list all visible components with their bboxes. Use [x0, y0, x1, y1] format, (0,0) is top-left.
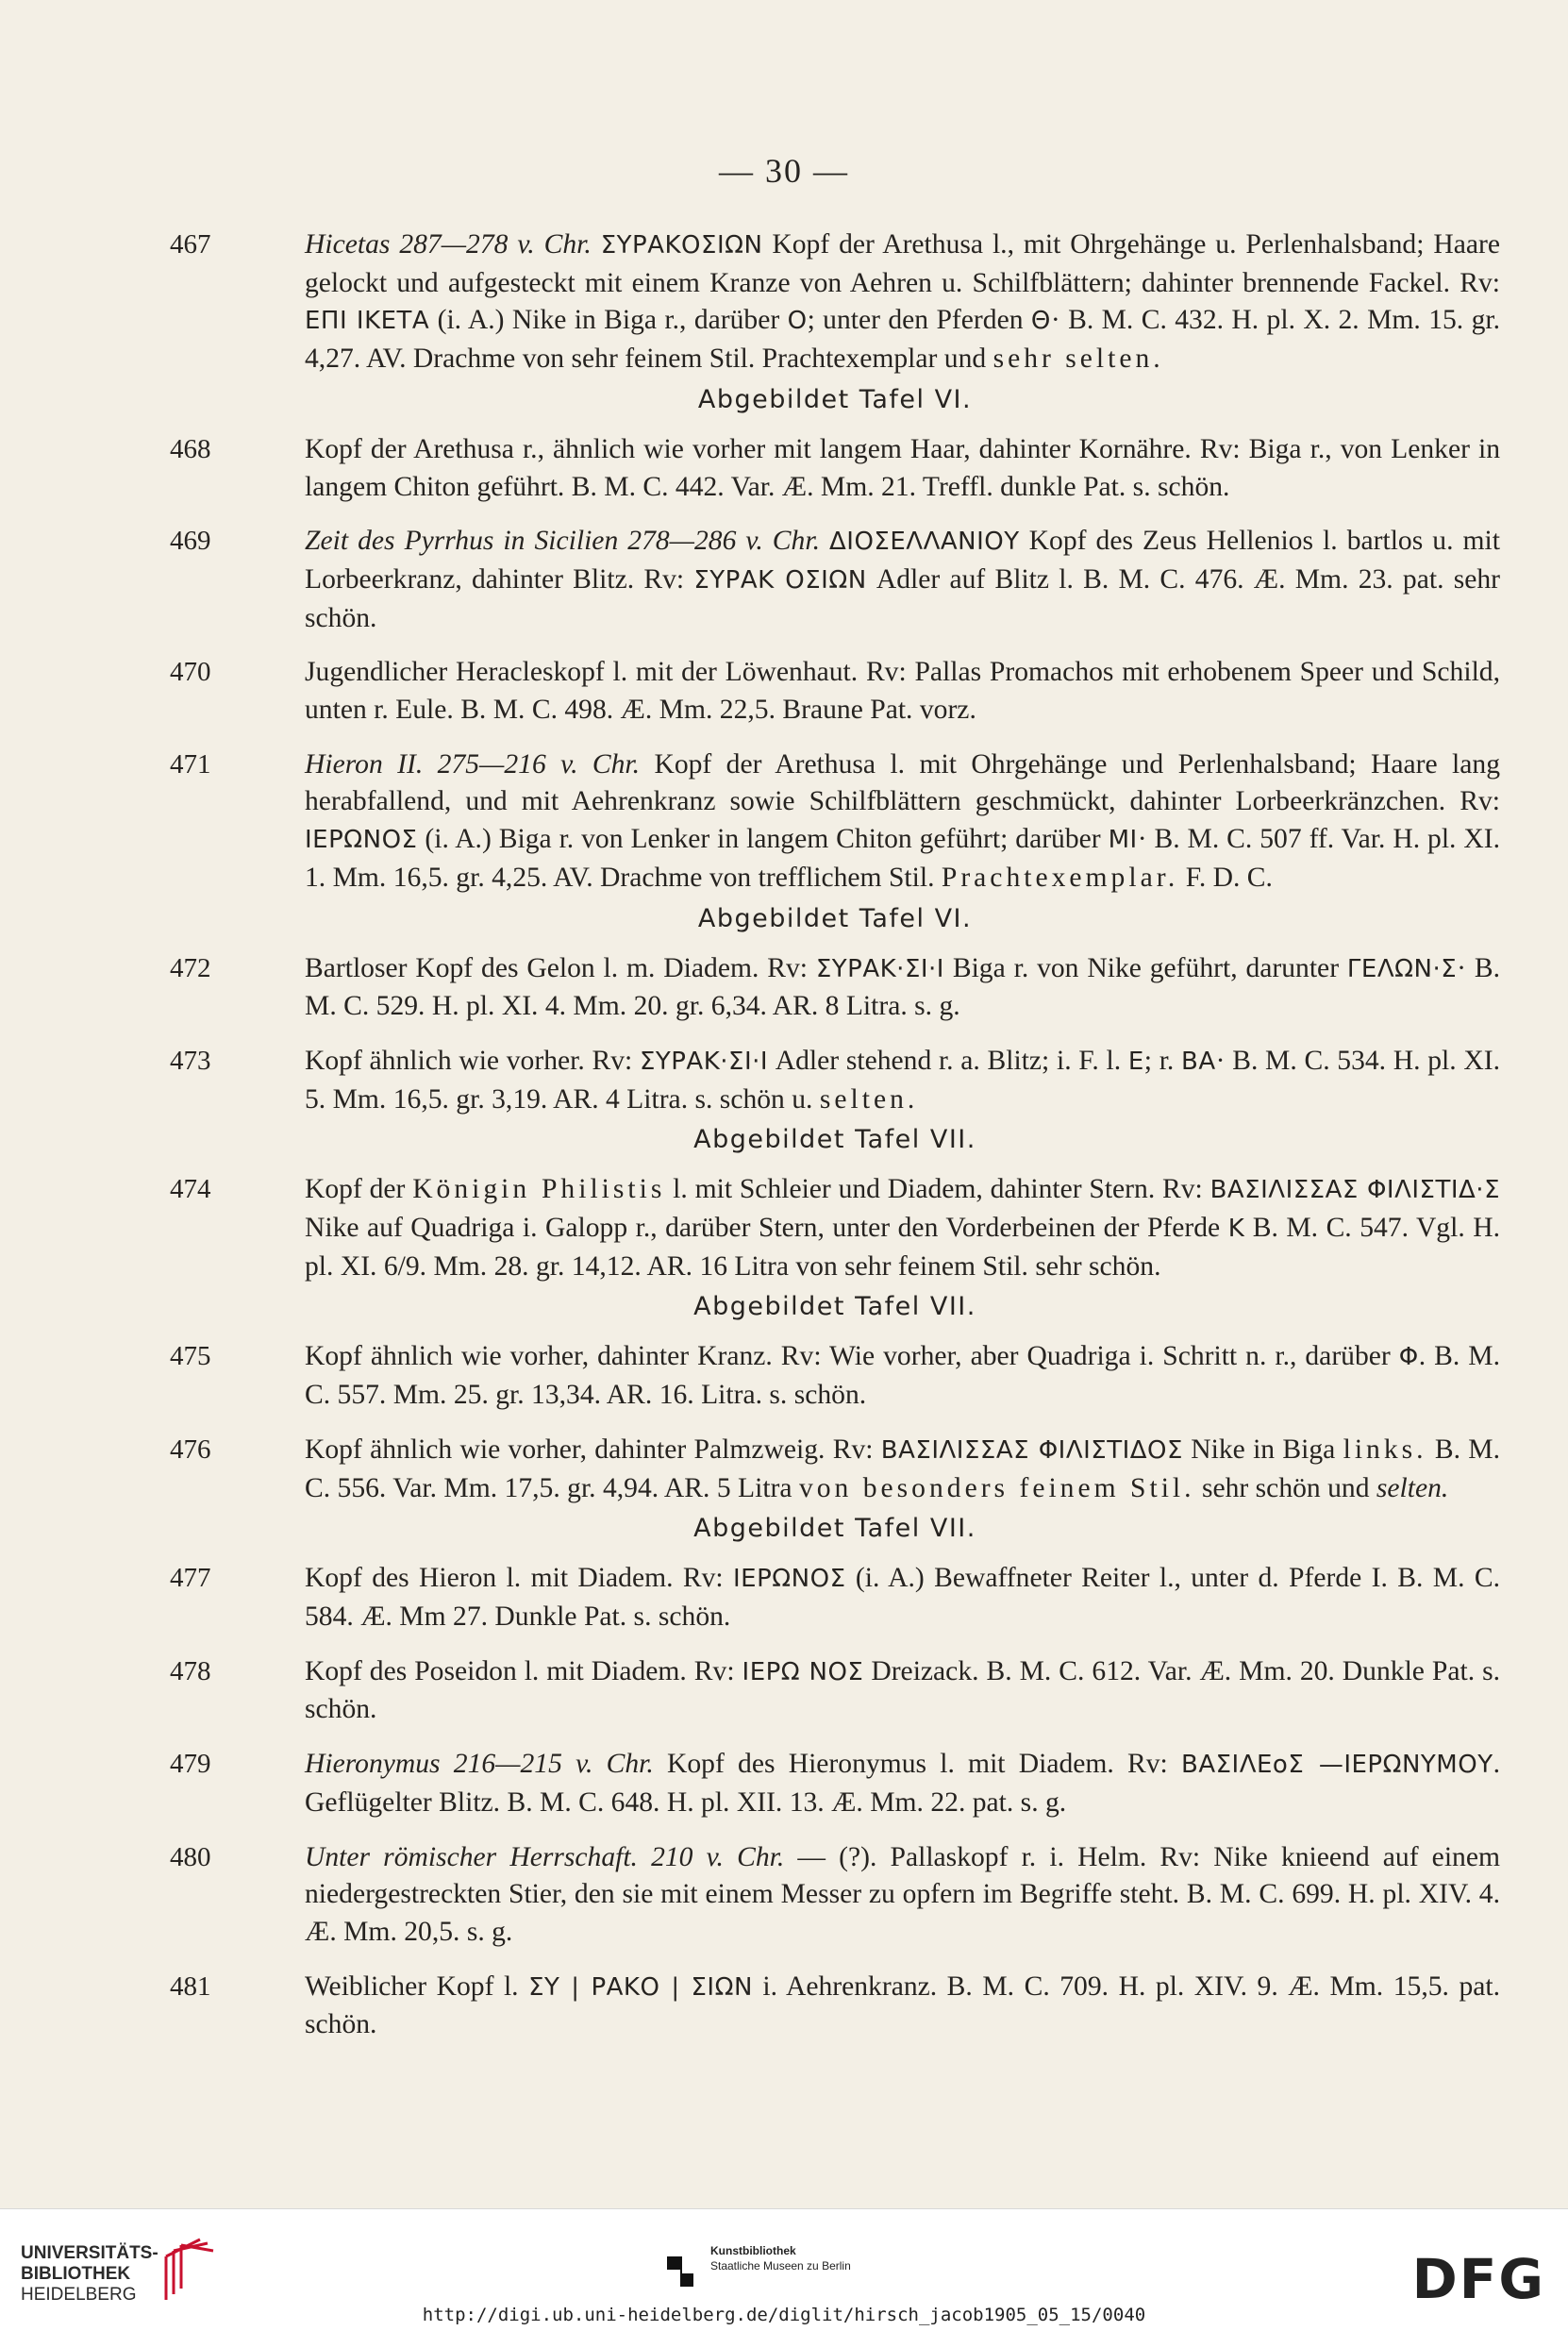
entry-segment	[592, 229, 601, 260]
catalogue-entry	[170, 431, 1500, 506]
entry-segment: Weiblicher Kopf l.	[305, 1970, 529, 2002]
catalogue-entry	[170, 226, 1500, 378]
entry-segment: Kopf der	[305, 1174, 413, 1205]
entry-gap	[170, 1826, 1500, 1839]
greek-legend: K	[1227, 1215, 1245, 1244]
entry-text	[305, 1432, 1500, 1507]
greek-legend: ΣΥΡΑΚ ΟΣΙΩΝ	[693, 565, 867, 595]
entry-segment: Prachtexemplar.	[941, 862, 1179, 893]
entry-segment: links.	[1343, 1434, 1427, 1465]
entry-segment: Kopf der Arethusa r., ähnlich wie vorher mit langem Haar, dahinter Kornähre. Rv: Biga r., von Lenker in langem Chiton geführt. B. M. C. 442. Var. Æ. Mm. 21. Treffl. dunkle Pat. s. schön.	[305, 433, 1500, 502]
entry-gap	[170, 2048, 1500, 2061]
entry-segment: Kopf ähnlich wie vorher, dahinter Kranz. Rv: Wie vorher, aber Quadriga i. Schritt n. r., darüber	[305, 1341, 1399, 1372]
entry-number: 477	[170, 1563, 211, 1594]
entry-segment: Kopf des Hieronymus l. mit Diadem. Rv:	[653, 1749, 1181, 1780]
entry-segment: Nike in Biga	[1182, 1434, 1343, 1465]
entry-segment: Königin Philistis	[412, 1174, 666, 1205]
entry-segment: Kopf der Arethusa l. mit Ohrgehänge und Perlenhalsband; Haare lang herabfallend, und mit Aehrenkranz sowie Schilfblättern geschmückt, dahinter Lorbeerkränzchen. Rv:	[305, 748, 1500, 817]
greek-legend: ΜΙ	[1108, 826, 1138, 855]
entry-segment: Dreizack. B. M. C. 612. Var. Æ. Mm. 20. Dunkle Pat. s. schön.	[305, 1655, 1500, 1725]
entry-segment: . Geflügelter Blitz. B. M. C. 648. H. pl. XII. 13. Æ. Mm. 22. pat. s. g.	[305, 1749, 1500, 1818]
entry-segment: sehr schön und	[1194, 1472, 1376, 1503]
entry-number: 480	[170, 1841, 211, 1872]
greek-legend: ΒΑΣΙΛΙΣΣΑΣ ΦΙΛΙΣΤΙΔ·Σ	[1209, 1176, 1500, 1205]
greek-legend: E	[1127, 1047, 1144, 1076]
catalogue-entry	[170, 1560, 1500, 1635]
entry-segment: · B. M. C. 529. H. pl. XI. 4. Mm. 20. gr. 6,34. AR. 8 Litra. s. g.	[305, 952, 1500, 1022]
greek-legend: ΒΑΣΙΛΕοΣ —ΙΕΡΩΝΥΜΟΥ	[1180, 1751, 1493, 1780]
greek-legend: ΙΕΡΩΝΟΣ	[305, 826, 418, 855]
greek-legend: ΣΥΡΑΚΟΣΙΩΝ	[600, 231, 763, 260]
kunstbibliothek-subtitle: Staatliche Museen zu Berlin	[710, 2259, 851, 2272]
entry-segment: · B. M. C. 432. H. pl. X. 2. Mm. 15. gr. 4,27. AV. Drachme von sehr feinem Stil. Prachtexemplar und	[305, 305, 1501, 375]
entry-text	[305, 654, 1500, 729]
entry-segment	[820, 526, 829, 556]
entry-text	[305, 1171, 1500, 1285]
entry-segment: (i. A.) Nike in Biga r., darüber	[429, 305, 788, 336]
entry-segment: Nike auf Quadriga i. Galopp r., darüber Stern, unter den Vorderbeinen der Pferde	[305, 1213, 1228, 1244]
greek-legend: ΣΥΡΑΚ·ΣΙ·Ι	[815, 954, 944, 983]
entry-number: 478	[170, 1655, 211, 1686]
entry-segment: B. M. C. 547. Vgl. H. pl. XI. 6/9. Mm. 28. gr. 14,12. AR. 16 Litra von sehr feinem Stil. sehr schön.	[305, 1213, 1500, 1282]
catalogue-entry	[170, 1432, 1500, 1507]
catalogue-entry	[170, 950, 1500, 1026]
entry-segment: Kopf ähnlich wie vorher. Rv:	[305, 1045, 640, 1076]
catalogue-entry	[170, 746, 1500, 897]
plate-reference: Abgebildet Tafel VII.	[693, 1514, 976, 1544]
italic-heading: Hieronymus 216—215 v. Chr.	[305, 1749, 654, 1780]
greek-legend: ΔΙΟΣΕΛΛΑΝΙΟΥ	[829, 528, 1020, 557]
catalogue-entry	[170, 523, 1500, 637]
entry-gap	[170, 641, 1500, 654]
entry-gap	[170, 733, 1500, 746]
catalogue-entry	[170, 1338, 1500, 1414]
catalogue-entry	[170, 1839, 1500, 1952]
entry-number: 475	[170, 1341, 211, 1372]
ub-heidelberg-logo[interactable]	[21, 2243, 158, 2306]
entry-segment: selten.	[819, 1083, 919, 1115]
permalink-url[interactable]: http://digi.ub.uni-heidelberg.de/diglit/hirsch_jacob1905_05_15/0040	[422, 2305, 1146, 2325]
entry-segment: (i. A.) Biga r. von Lenker in langem Chiton geführt; darüber	[417, 824, 1109, 855]
greek-legend: Φ	[1398, 1343, 1419, 1372]
entry-segment: l. mit Schleier und Diadem, dahinter Stern. Rv:	[665, 1174, 1210, 1205]
entry-number: 467	[170, 229, 211, 260]
italic-heading: Hieron II. 275—216 v. Chr.	[305, 748, 641, 780]
entry-number: 473	[170, 1045, 211, 1076]
entry-number: 469	[170, 526, 211, 557]
entry-segment: sehr selten.	[993, 344, 1164, 375]
entry-segment: F. D. C.	[1178, 862, 1273, 893]
entry-gap	[170, 1030, 1500, 1043]
entry-segment: . B. M. C. 557. Mm. 25. gr. 13,34. AR. 16. Litra. s. schön.	[305, 1341, 1500, 1411]
entry-text	[305, 1653, 1500, 1729]
greek-legend: ΙΕΡΩΝΟΣ	[733, 1565, 846, 1594]
entry-segment: B. M. C. 556. Var. Mm. 17,5. gr. 4,94. AR. 5 Litra	[305, 1434, 1500, 1503]
plate-reference: Abgebildet Tafel VI.	[697, 903, 973, 933]
greek-legend: ΕΠΙ ΙΚΕΤΑ	[305, 307, 430, 336]
greek-legend: ΣΥΡΑΚ·ΣΙ·Ι	[639, 1047, 769, 1076]
catalogue-entry	[170, 1171, 1500, 1285]
entry-text	[305, 1746, 1500, 1821]
entry-segment: (i. A.) Bewaffneter Reiter l., unter d. Pferde I. B. M. C. 584. Æ. Mm 27. Dunkle Pat. s. schön.	[305, 1563, 1500, 1632]
kunstbibliothek-mark-icon	[665, 2253, 695, 2289]
page-number: — 30 —	[719, 152, 849, 190]
entry-text	[305, 1043, 1500, 1118]
entry-segment: Kopf ähnlich wie vorher, dahinter Palmzweig. Rv:	[305, 1434, 881, 1465]
entry-text	[305, 226, 1500, 378]
entry-number: 471	[170, 748, 211, 780]
dfg-logo[interactable]: DFG	[1411, 2247, 1545, 2311]
entry-segment: — (?). Pallaskopf r. i. Helm. Rv: Nike knieend auf einem niedergestreckten Stier, den sie mit einem Messer zu opfern im Begriffe steht. B. M. C. 699. H. pl. XIV. 4. Æ. Mm. 20,5. s. g.	[305, 1841, 1500, 1947]
entry-text	[305, 523, 1500, 637]
entry-text	[305, 746, 1500, 897]
catalogue-entry	[170, 1653, 1500, 1729]
italic-heading: Unter römischer Herrschaft. 210 v. Chr.	[305, 1841, 785, 1872]
entry-number: 476	[170, 1434, 211, 1465]
entry-gap	[170, 1733, 1500, 1746]
entry-number: 470	[170, 657, 211, 688]
entry-gap	[170, 510, 1500, 523]
entry-segment: Bartloser Kopf des Gelon l. m. Diadem. Rv:	[305, 952, 816, 983]
ub-logo-line3: HEIDELBERG	[21, 2285, 137, 2305]
entry-text	[305, 1560, 1500, 1635]
greek-legend: ΣΥ | ΡΑΚΟ | ΣΙΩΝ	[528, 1972, 753, 2002]
entry-number: 472	[170, 952, 211, 983]
kunstbibliothek-name: Kunstbibliothek	[710, 2244, 796, 2257]
entry-gap	[170, 1640, 1500, 1653]
ub-logo-line2: BIBLIOTHEK	[21, 2264, 131, 2284]
greek-legend: ΒΑ	[1181, 1047, 1216, 1076]
entry-segment: von besonders feinem Stil.	[798, 1472, 1195, 1503]
entry-text	[305, 950, 1500, 1026]
catalogue-entries	[170, 226, 1500, 2061]
entry-segment: Jugendlicher Heracleskopf l. mit der Löwenhaut. Rv: Pallas Promachos mit erhobenem Speer und Schild, unten r. Eule. B. M. C. 498. Æ. Mm. 22,5. Braune Pat. vorz.	[305, 657, 1500, 726]
plate-reference: Abgebildet Tafel VI.	[697, 384, 973, 414]
entry-number: 479	[170, 1749, 211, 1780]
entry-segment: · B. M. C. 507 ff. Var. H. pl. XI. 1. Mm. 16,5. gr. 4,25. AV. Drachme von trefflichem Stil.	[305, 824, 1500, 893]
greek-legend: ΒΑΣΙΛΙΣΣΑΣ ΦΙΛΙΣΤΙΔΟΣ	[880, 1435, 1183, 1465]
greek-legend: Θ	[1030, 307, 1051, 336]
entry-segment: Kopf des Hieron l. mit Diadem. Rv:	[305, 1563, 734, 1594]
catalogue-entry	[170, 1969, 1500, 2044]
entry-segment: Kopf der Arethusa l., mit Ohrgehänge u. Perlenhalsband; Haare gelockt und aufgesteckt mit einem Kranze von Aehren u. Schilfblättern; dahinter brennende Fackel. Rv:	[305, 229, 1500, 298]
entry-text	[305, 1969, 1500, 2044]
plate-reference: Abgebildet Tafel VII.	[693, 1125, 976, 1155]
entry-number: 468	[170, 433, 211, 464]
entry-text	[305, 1338, 1500, 1414]
italic-heading: Hicetas 287—278 v. Chr.	[305, 229, 592, 260]
plate-reference: Abgebildet Tafel VII.	[693, 1292, 976, 1322]
entry-segment: Adler stehend r. a. Blitz; i. F. l.	[768, 1045, 1128, 1076]
catalogue-entry	[170, 654, 1500, 729]
catalogue-entry	[170, 1043, 1500, 1118]
entry-text	[305, 1839, 1500, 1952]
entry-segment: ; unter den Pferden	[807, 305, 1031, 336]
entry-gap	[170, 1955, 1500, 1969]
entry-text	[305, 431, 1500, 506]
entry-gap	[170, 1418, 1500, 1432]
entry-number: 481	[170, 1970, 211, 2002]
catalogue-entry	[170, 1746, 1500, 1821]
greek-legend: O	[787, 307, 808, 336]
greek-legend: ΙΕΡΩ ΝΟΣ	[742, 1657, 864, 1686]
italic-heading: selten.	[1376, 1472, 1449, 1503]
entry-segment: · B. M. C. 534. H. pl. XI. 5. Mm. 16,5. gr. 3,19. AR. 4 Litra. s. schön u.	[305, 1045, 1501, 1115]
entry-segment: ; r.	[1143, 1045, 1182, 1076]
entry-segment: Adler auf Blitz l. B. M. C. 476. Æ. Mm. 23. pat. sehr schön.	[305, 563, 1500, 633]
viewer-footer	[0, 2208, 1568, 2331]
entry-segment: Kopf des Poseidon l. mit Diadem. Rv:	[305, 1655, 742, 1686]
entry-segment: Kopf des Zeus Hellenios l. bartlos u. mit Lorbeerkranz, dahinter Blitz. Rv:	[305, 526, 1500, 595]
ub-heidelberg-mark-icon	[158, 2238, 215, 2304]
entry-segment: Biga r. von Nike geführt, darunter	[943, 952, 1347, 983]
entry-segment: i. Aehrenkranz. B. M. C. 709. H. pl. XIV. 9. Æ. Mm. 15,5. pat. schön.	[305, 1970, 1501, 2040]
italic-heading: Zeit des Pyrrhus in Sicilien 278—286 v. Chr.	[305, 526, 820, 557]
entry-number: 474	[170, 1174, 211, 1205]
greek-legend: ΓΕΛΩΝ·Σ	[1346, 954, 1458, 983]
ub-logo-line1: UNIVERSITÄTS-	[21, 2243, 158, 2263]
